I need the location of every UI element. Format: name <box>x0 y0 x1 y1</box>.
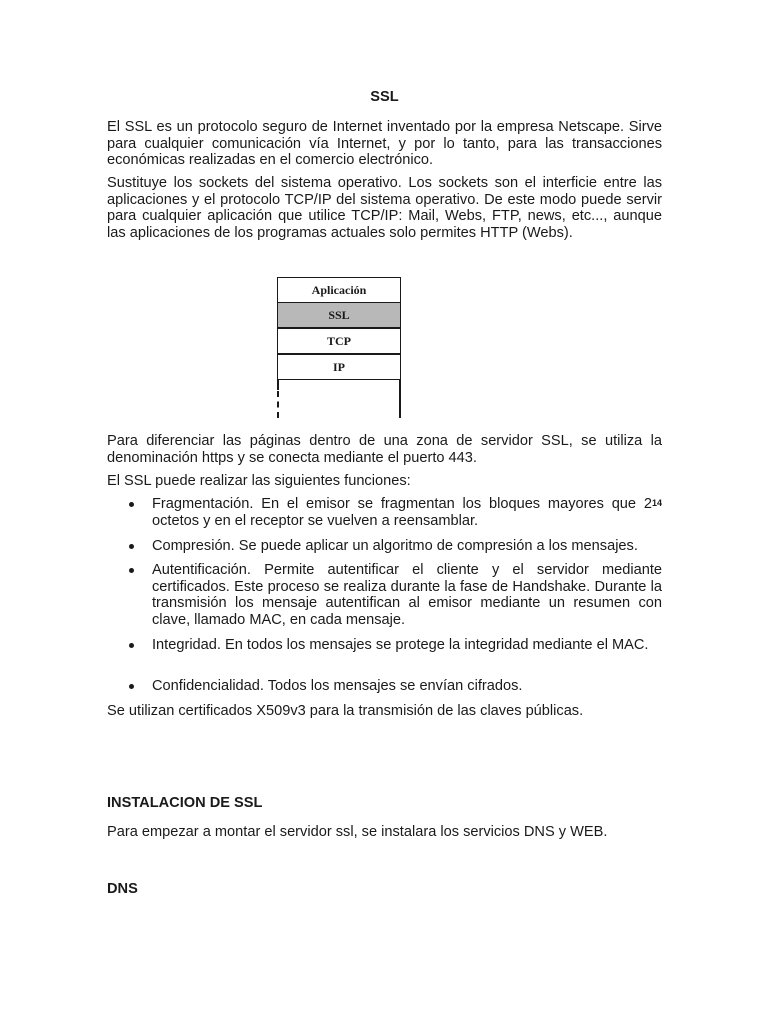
bullet-icon <box>129 568 134 573</box>
list-item-fragmentacion <box>152 496 662 529</box>
list-item-text: Fragmentación. En el emisor se fragmentan los bloques mayores que 2 <box>152 496 652 512</box>
intro-paragraph-1: El SSL es un protocolo seguro de Internet inventado por la empresa Netscape. Sirve para cualquier comunicación vía Internet, y por lo tanto, para las transacciones económicas realizadas en el comercio electrónico. <box>107 119 662 169</box>
stack-left-edge <box>277 380 279 390</box>
install-heading: INSTALACION DE SSL <box>107 795 263 811</box>
https-paragraph: Para diferenciar las páginas dentro de una zona de servidor SSL, se utiliza la denominación https y se conecta mediante el puerto 443. <box>107 433 662 466</box>
intro-paragraph-2: Sustituye los sockets del sistema operativo. Los sockets son el interficie entre las aplicaciones y el protocolo TCP/IP del sistema operativo. De este modo puede servir para cualquier aplicación que utilice TCP/IP: Mail, Webs, FTP, news, etc..., aunque las aplicaciones de los programas actuales solo permites HTTP (Webs). <box>107 175 662 241</box>
bullet-icon <box>129 544 134 549</box>
functions-intro: El SSL puede realizar las siguientes funciones: <box>107 473 411 489</box>
install-paragraph: Para empezar a montar el servidor ssl, se instalara los servicios DNS y WEB. <box>107 824 608 840</box>
layer-tcp: TCP <box>277 328 401 354</box>
dns-heading: DNS <box>107 881 138 897</box>
protocol-stack-diagram <box>277 277 401 419</box>
bullet-icon <box>129 684 134 689</box>
list-item-compresion <box>152 538 662 555</box>
page-title: SSL <box>370 89 399 105</box>
layer-ssl: SSL <box>277 302 401 328</box>
list-item-text: Compresión. Se puede aplicar un algoritmo de compresión a los mensajes. <box>152 538 638 554</box>
list-item-text: Autentificación. Permite autentificar el cliente y el servidor mediante certificados. Este proceso se realiza durante la fase de Handshake. Durante la transmisión los mensaje autentifican al emisor mediante un resumen con clave, llamado MAC, en cada mensaje. <box>152 562 662 628</box>
list-item-text: Confidencialidad. Todos los mensajes se envían cifrados. <box>152 678 523 694</box>
superscript-exponent: 14 <box>651 498 662 508</box>
list-item-text: Integridad. En todos los mensajes se protege la integridad mediante el MAC. <box>152 637 649 653</box>
stack-right-edge <box>399 380 401 418</box>
list-item-text-continued: octetos y en el receptor se vuelven a reensamblar. <box>152 512 479 529</box>
bullet-icon <box>129 502 134 507</box>
layer-ip: IP <box>277 354 401 380</box>
stack-left-dashed-edge <box>277 391 279 418</box>
bullet-icon <box>129 643 134 648</box>
layer-aplicacion: Aplicación <box>277 277 401 303</box>
list-item-integridad <box>152 637 662 654</box>
certificates-paragraph: Se utilizan certificados X509v3 para la transmisión de las claves públicas. <box>107 703 584 719</box>
list-item-autentificacion <box>152 562 662 628</box>
list-item-confidencialidad <box>152 678 662 695</box>
